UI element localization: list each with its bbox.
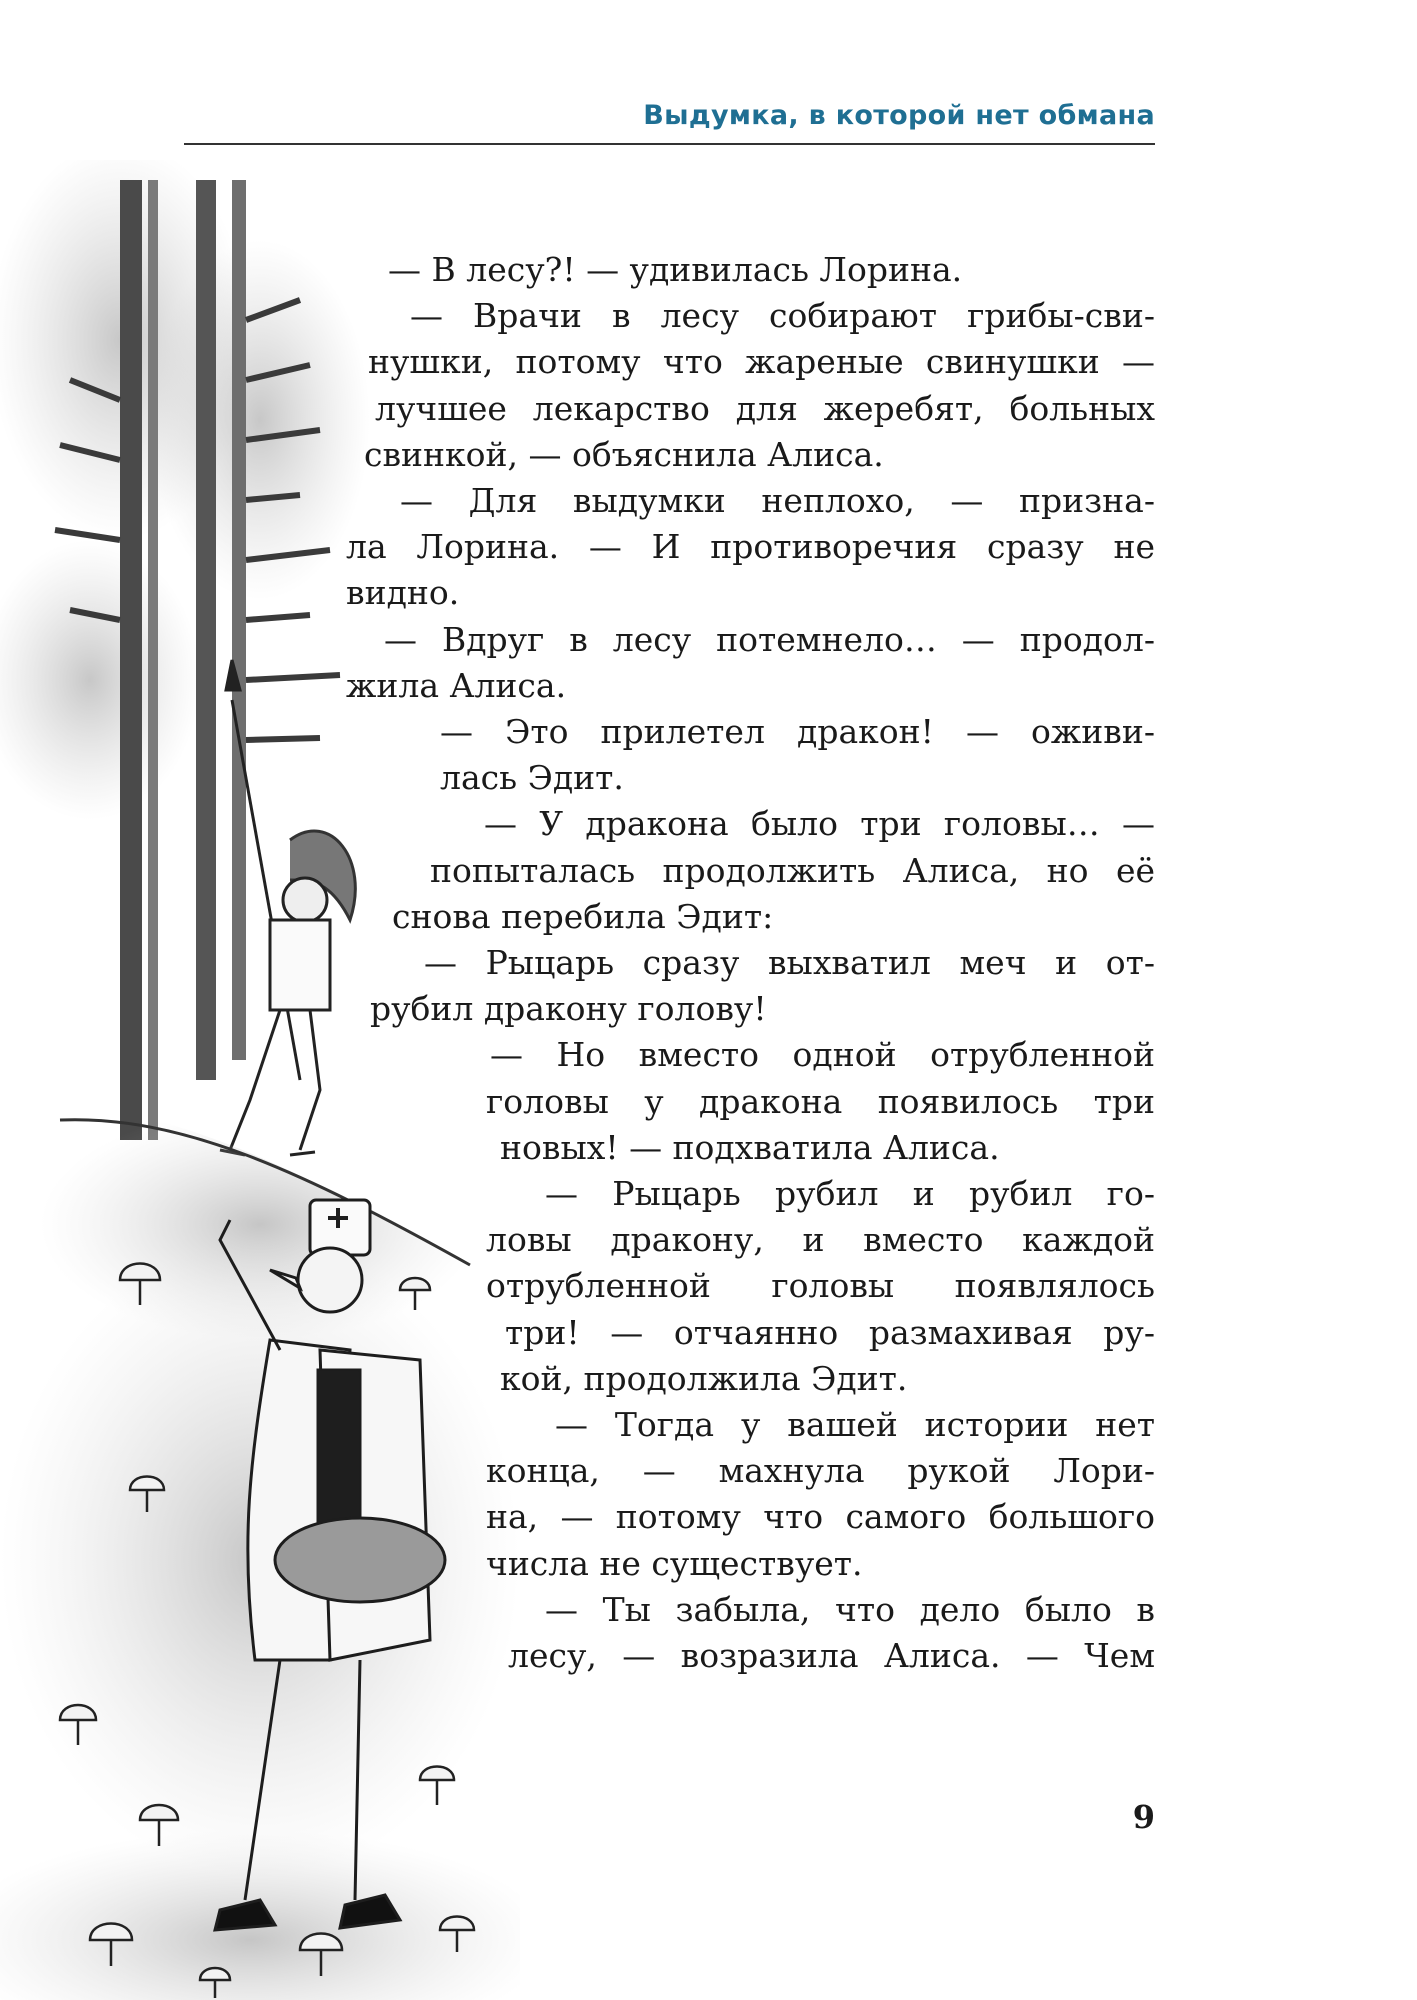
text-line: — В лесу?! — удивилась Лорина. [388,250,963,289]
text-line: отрубленной головы появлялось [486,1266,1155,1305]
text-line: — Тогда у вашей истории нет [555,1405,1155,1444]
text-line: лучшее лекарство для жеребят, больных [375,389,1155,428]
text-line: снова перебила Эдит: [392,897,774,936]
running-title: Выдумка, в которой нет обмана [643,100,1155,131]
text-line: — Но вместо одной отрубленной [490,1035,1155,1074]
text-line: — У дракона было три головы… — [484,804,1155,843]
text-line: жила Алиса. [346,666,567,705]
text-line: лась Эдит. [440,758,624,797]
page-number: 9 [1132,1798,1155,1836]
text-line: свинкой, — объяснила Алиса. [364,435,884,474]
text-line: — Ты забыла, что дело было в [545,1590,1155,1629]
text-line: три! — отчаянно размахивая ру- [505,1313,1155,1352]
text-line: попыталась продолжить Алиса, но её [430,851,1155,890]
text-line: на, — потому что самого большого [486,1497,1155,1536]
text-line: кой, продолжила Эдит. [500,1359,908,1398]
text-line: лесу, — возразила Алиса. — Чем [508,1636,1155,1675]
text-line: конца, — махнула рукой Лори- [486,1451,1155,1490]
text-line: — Это прилетел дракон! — оживи- [440,712,1155,751]
text-line: — Врачи в лесу собирают грибы-сви- [410,296,1155,335]
text-line: видно. [346,573,460,612]
text-line: новых! — подхватила Алиса. [500,1128,1000,1167]
text-line: головы у дракона появилось три [486,1082,1155,1121]
text-line: числа не существует. [486,1544,863,1583]
text-line: — Для выдумки неплохо, — призна- [400,481,1155,520]
text-line: рубил дракону голову! [370,989,767,1028]
text-line: ла Лорина. — И противоречия сразу не [346,527,1155,566]
header-rule [184,143,1155,145]
text-line: — Вдруг в лесу потемнело… — продол- [384,620,1155,659]
text-line: — Рыцарь рубил и рубил го- [545,1174,1155,1213]
text-line: ловы дракону, и вместо каждой [486,1220,1155,1259]
text-line: нушки, потому что жареные свинушки — [368,342,1155,381]
text-line: — Рыцарь сразу выхватил меч и от- [424,943,1155,982]
